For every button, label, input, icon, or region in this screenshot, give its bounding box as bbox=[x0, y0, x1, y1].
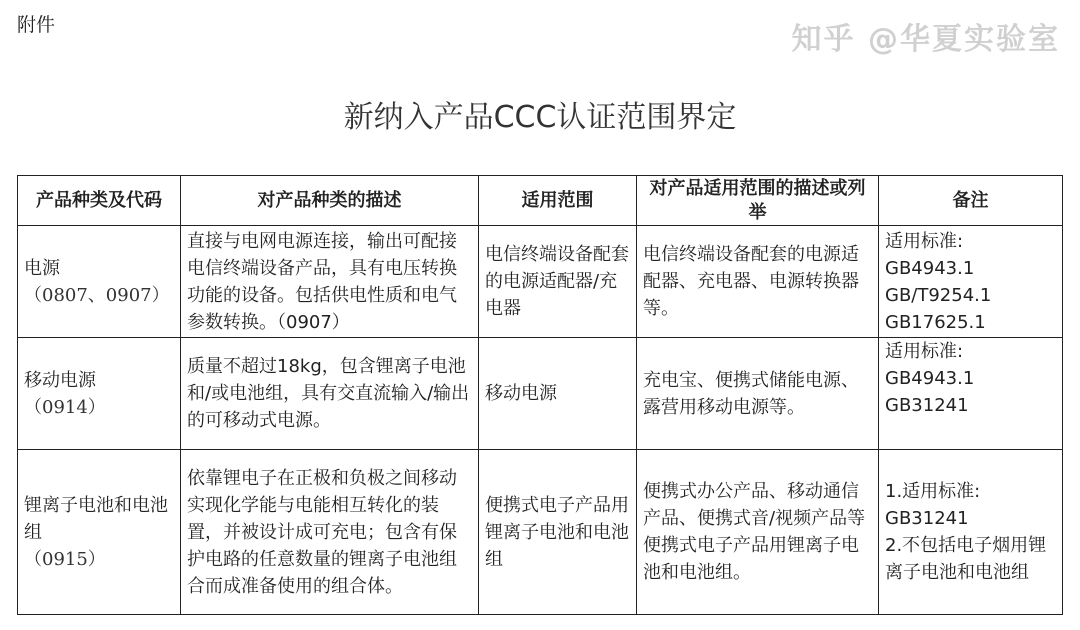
note-line: GB31241 bbox=[885, 395, 969, 416]
scope-description-cell: 便携式办公产品、移动通信产品、便携式音/视频产品等便携式电子产品用锂离子电池和电池组。 bbox=[637, 450, 879, 615]
note-line: GB/T9254.1 bbox=[885, 284, 992, 306]
watermark: 知乎 @华夏实验室 bbox=[791, 22, 1060, 57]
scope-description-cell: 电信终端设备配套的电源适配器、充电器、电源转换器等。 bbox=[637, 226, 879, 338]
scope-cell: 移动电源 bbox=[479, 338, 637, 450]
product-cell bbox=[18, 338, 181, 450]
scope-description-cell: 充电宝、便携式储能电源、露营用移动电源等。 bbox=[637, 338, 879, 450]
header-category-description: 对产品种类的描述 bbox=[181, 176, 479, 226]
note-line: GB4943.1 bbox=[885, 257, 975, 279]
product-name: 锂离子电池和电池组 bbox=[24, 494, 168, 543]
description-cell: 依靠锂电子在正极和负极之间移动实现化学能与电能相互转化的装置，并被设计成可充电；包含有保护电路的任意数量的锂离子电池组合而成准备使用的组合体。 bbox=[181, 450, 479, 615]
note-line: 适用标准: bbox=[885, 341, 964, 362]
scope-cell: 便携式电子产品用锂离子电池和电池组 bbox=[479, 450, 637, 615]
description-cell: 质量不超过18kg，包含锂离子电池和/或电池组，具有交直流输入/输出的可移动式电源。 bbox=[181, 338, 479, 450]
ccc-scope-table bbox=[17, 175, 1063, 615]
note-line: GB31241 bbox=[885, 508, 969, 529]
product-code: （0914） bbox=[24, 396, 106, 418]
product-cell bbox=[18, 450, 181, 615]
table-row bbox=[18, 450, 1063, 615]
header-scope: 适用范围 bbox=[479, 176, 637, 226]
note-line: GB4943.1 bbox=[885, 368, 975, 389]
notes-cell bbox=[879, 226, 1063, 338]
header-scope-description: 对产品适用范围的描述或列举 bbox=[637, 176, 879, 226]
note-line: 适用标准: bbox=[885, 230, 964, 252]
product-code: （0807、0907） bbox=[24, 284, 170, 306]
note-line: 2.不包括电子烟用锂离子电池和电池组 bbox=[885, 535, 1047, 583]
product-name: 移动电源 bbox=[24, 369, 96, 391]
product-name: 电源 bbox=[24, 257, 60, 279]
description-cell: 直接与电网电源连接，输出可配接电信终端设备产品，具有电压转换功能的设备。包括供电性质和电气参数转换。（0907） bbox=[181, 226, 479, 338]
product-code: （0915） bbox=[24, 548, 106, 570]
attachment-label: 附件 bbox=[17, 14, 56, 36]
header-notes: 备注 bbox=[879, 176, 1063, 226]
scope-cell: 电信终端设备配套的电源适配器/充电器 bbox=[479, 226, 637, 338]
header-product-category: 产品种类及代码 bbox=[18, 176, 181, 226]
notes-cell bbox=[879, 450, 1063, 615]
page-title: 新纳入产品CCC认证范围界定 bbox=[343, 100, 737, 135]
product-cell bbox=[18, 226, 181, 338]
note-line: 1.适用标准: bbox=[885, 481, 981, 502]
table-row bbox=[18, 338, 1063, 450]
table-header-row bbox=[18, 176, 1063, 226]
notes-cell bbox=[879, 338, 1063, 450]
note-line: GB17625.1 bbox=[885, 311, 986, 333]
table-row bbox=[18, 226, 1063, 338]
